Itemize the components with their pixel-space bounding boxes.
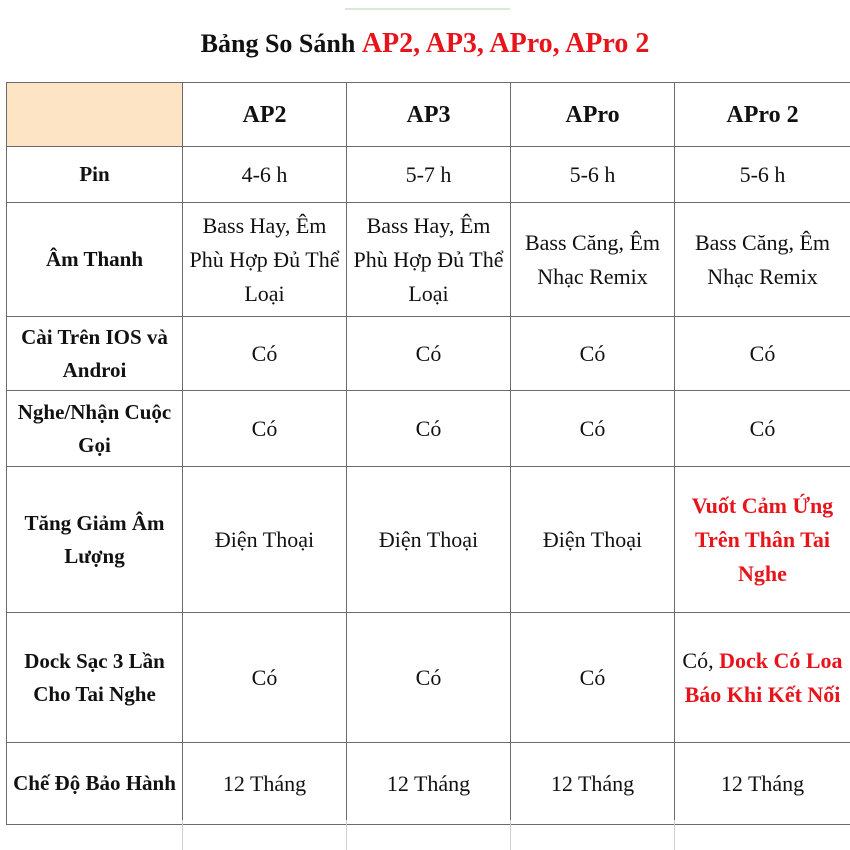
table-row	[7, 317, 850, 391]
table-cell: Có	[347, 613, 511, 743]
table-row	[7, 203, 850, 317]
table-cell: Có	[347, 317, 511, 391]
row-header-warranty: Chế Độ Bảo Hành	[7, 743, 183, 825]
table-cell: 12 Tháng	[511, 743, 675, 825]
table-cell-highlight: Vuốt Cảm Ứng Trên Thân Tai Nghe	[675, 467, 850, 613]
table-cell: Bass Hay, Êm Phù Hợp Đủ Thể Loại	[347, 203, 511, 317]
top-divider	[345, 8, 510, 10]
row-header-am-thanh: Âm Thanh	[7, 203, 183, 317]
table-row	[7, 613, 850, 743]
table-cell: 5-7 h	[347, 147, 511, 203]
gridline	[674, 820, 675, 850]
table-row	[7, 391, 850, 467]
row-header-pin: Pin	[7, 147, 183, 203]
table-row	[7, 467, 850, 613]
table-cell: Có	[183, 317, 347, 391]
gridline	[346, 820, 347, 850]
header-row	[7, 83, 850, 147]
dock-prefix: Có,	[682, 647, 714, 673]
corner-cell	[7, 83, 183, 147]
table-cell: Bass Căng, Êm Nhạc Remix	[675, 203, 850, 317]
table-cell: 12 Tháng	[183, 743, 347, 825]
table-row	[7, 743, 850, 825]
table-cell: 5-6 h	[675, 147, 850, 203]
page-title	[0, 28, 850, 60]
table-cell	[675, 613, 850, 743]
dock-highlight: Dock Có Loa Báo Khi Kết Nối	[684, 647, 843, 707]
table-cell: Bass Căng, Êm Nhạc Remix	[511, 203, 675, 317]
col-header-ap2: AP2	[183, 83, 347, 147]
table-cell: Có	[675, 317, 850, 391]
title-prefix: Bảng So Sánh	[200, 29, 356, 58]
table-cell: Điện Thoại	[347, 467, 511, 613]
table-cell: Điện Thoại	[511, 467, 675, 613]
table-cell: Có	[183, 391, 347, 467]
comparison-table	[6, 82, 850, 825]
table-cell: Có	[511, 391, 675, 467]
table-cell: 4-6 h	[183, 147, 347, 203]
row-header-calls: Nghe/Nhận Cuộc Gọi	[7, 391, 183, 467]
table-cell: Bass Hay, Êm Phù Hợp Đủ Thể Loại	[183, 203, 347, 317]
gridline	[182, 820, 183, 850]
gridline	[510, 820, 511, 850]
table-row	[7, 147, 850, 203]
table-cell: Điện Thoại	[183, 467, 347, 613]
table-cell: 12 Tháng	[347, 743, 511, 825]
col-header-ap3: AP3	[347, 83, 511, 147]
table-cell: 5-6 h	[511, 147, 675, 203]
row-header-ios-android: Cài Trên IOS và Androi	[7, 317, 183, 391]
col-header-apro: APro	[511, 83, 675, 147]
table-cell: Có	[675, 391, 850, 467]
table-cell: Có	[511, 613, 675, 743]
row-header-dock: Dock Sạc 3 Lần Cho Tai Nghe	[7, 613, 183, 743]
table-cell: Có	[511, 317, 675, 391]
table-cell: Có	[347, 391, 511, 467]
table-cell: Có	[183, 613, 347, 743]
title-models: AP2, AP3, APro, APro 2	[361, 28, 650, 59]
row-header-volume: Tăng Giảm Âm Lượng	[7, 467, 183, 613]
table-cell: 12 Tháng	[675, 743, 850, 825]
col-header-apro2: APro 2	[675, 83, 850, 147]
